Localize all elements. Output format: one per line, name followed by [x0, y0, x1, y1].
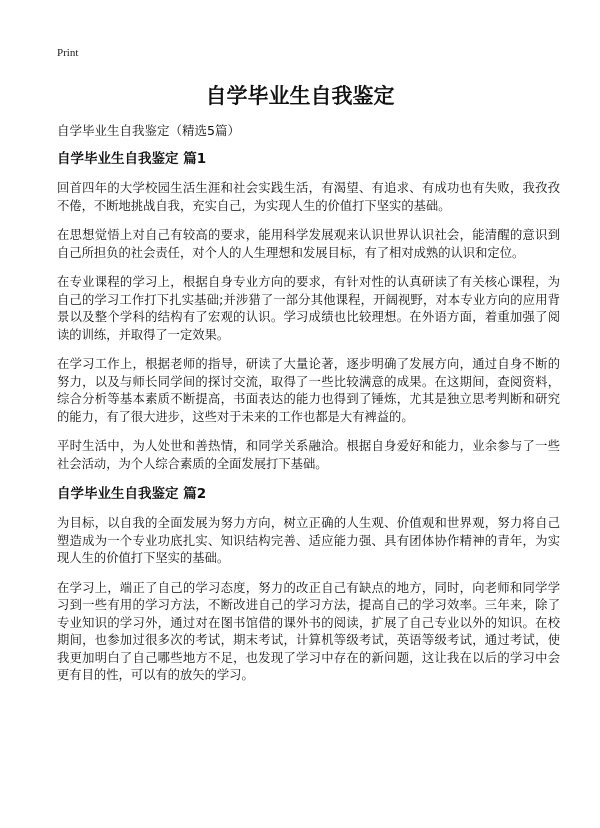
document-content	[57, 150, 560, 697]
paragraph: 在专业课程的学习上，根据自身专业方向的要求，有针对性的认真研读了有关核心课程，为自己的学习工作打下扎实基础;并涉猎了一部分其他课程，开阔视野，对本专业方向的应用背景以及整个学科的结构有了宏观的认识。学习成绩也比较理想。在外语方面，着重加强了阅读的训练，并取得了一定效果。	[57, 275, 560, 342]
section-1	[57, 150, 560, 473]
section-heading: 自学毕业生自我鉴定 篇2	[57, 486, 207, 502]
paragraph: 为目标，以自我的全面发展为努力方向，树立正确的人生观、价值观和世界观，努力将自己塑造成为一个专业功底扎实、知识结构完善、适应能力强、具有团体协作精神的青年，为实现人生的价值打下坚实的基础。	[57, 516, 560, 565]
page-title: 自学毕业生自我鉴定	[205, 84, 395, 108]
paragraph: 平时生活中，为人处世和善热情，和同学关系融洽。根据自身爱好和能力，业余参与了一些社会活动，为个人综合素质的全面发展打下基础。	[57, 439, 560, 471]
print-link[interactable]: Print	[57, 47, 79, 59]
paragraph: 在学习工作上，根据老师的指导，研读了大量论著，逐步明确了发展方向，通过自身不断的努力，以及与师长同学间的探讨交流，取得了一些比较满意的成果。在这期间，查阅资料，综合分析等基本素质不断提高，书面表达的能力也得到了锤炼，尤其是独立思考判断和研究的能力，有了很大进步，这些对于未来的工作也都是大有裨益的。	[57, 357, 560, 424]
paragraph: 在学习上，端正了自己的学习态度，努力的改正自己有缺点的地方，同时，向老师和同学学习到一些有用的学习方法，不断改进自己的学习方法，提高自己的学习效率。三年来，除了专业知识的学习外，通过对在图书馆借的课外书的阅读，扩展了自己专业以外的知识。在校期间，也参加过很多次的考试，期末考试，计算机等级考试，英语等级考试，通过考试，使我更加明白了自己哪些地方不足，也发现了学习中存在的新问题，这让我在以后的学习中会更有目的性，可以有的放矢的学习。	[57, 580, 560, 682]
paragraph: 回首四年的大学校园生活生涯和社会实践生活，有渴望、有追求、有成功也有失败，我孜孜不倦，不断地挑战自我，充实自己，为实现人生的价值打下坚实的基础。	[57, 181, 560, 213]
section-2	[57, 485, 560, 685]
paragraph: 在思想觉悟上对自己有较高的要求，能用科学发展观来认识世界认识社会，能清醒的意识到自己所担负的社会责任，对个人的人生理想和发展目标，有了相对成熟的认识和定位。	[57, 228, 560, 260]
document-subtitle: 自学毕业生自我鉴定（精选5篇）	[57, 123, 240, 138]
section-heading: 自学毕业生自我鉴定 篇1	[57, 151, 207, 167]
